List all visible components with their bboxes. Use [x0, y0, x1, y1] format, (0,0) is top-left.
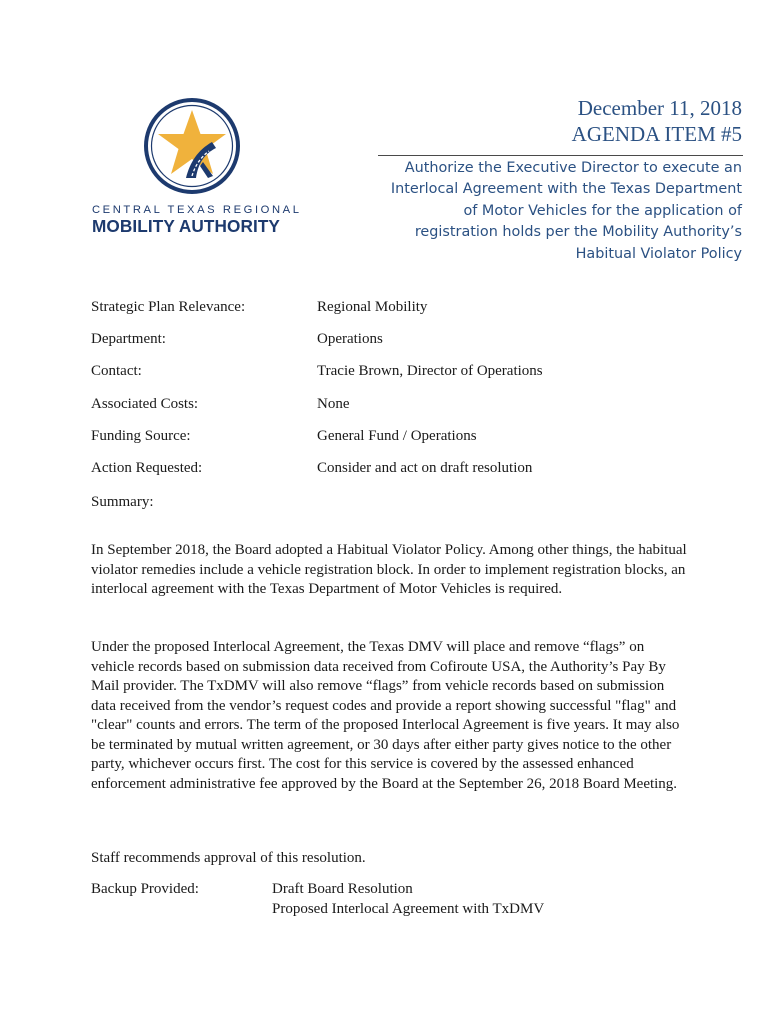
agenda-header	[382, 95, 742, 147]
agenda-subject: Authorize the Executive Director to execute an Interlocal Agreement with the Texas Department of Motor Vehicles for the application of registration holds per the Mobility Authority’s Habitual Violator Policy	[390, 160, 742, 262]
field-contact	[91, 363, 731, 395]
header-divider	[378, 155, 743, 156]
field-value: Operations	[317, 331, 383, 348]
field-label: Associated Costs:	[91, 395, 199, 412]
agenda-item-number: AGENDA ITEM #5	[571, 122, 742, 146]
field-value: Regional Mobility	[317, 299, 428, 315]
star-road-emblem-icon	[142, 96, 242, 196]
summary-paragraph-2: Under the proposed Interlocal Agreement, the Texas DMV will place and remove “flags” on vehicle records based on submission data received from Cofiroute USA, the Authority’s Pay By Mail provider. The TxDMV will also remove “flags” from vehicle records based on submission data received from the vendor’s request codes and provide a report showing successful "flag" and "clear" counts and errors. The term of the proposed Interlocal Agreement is five years. It may also be terminated by mutual written agreement, or 30 days after either party gives notice to the other party, whichever occurs first. The cost for this service is covered by the assessed enhanced enforcement administrative fee approved by the Board at the September 26, 2018 Board Meeting.	[91, 639, 680, 792]
field-value: None	[317, 395, 350, 412]
summary-label: Summary:	[91, 494, 154, 510]
field-label: Action Requested:	[91, 459, 203, 476]
backup-item: Draft Board Resolution	[272, 881, 413, 897]
field-department	[91, 331, 731, 363]
field-strategic-plan	[91, 299, 731, 331]
meeting-date: December 11, 2018	[577, 96, 742, 120]
field-label: Strategic Plan Relevance:	[91, 299, 246, 315]
field-value: Tracie Brown, Director of Operations	[317, 363, 543, 380]
field-label: Funding Source:	[91, 427, 191, 444]
field-value: General Fund / Operations	[317, 427, 477, 444]
field-associated-costs	[91, 396, 731, 428]
field-label: Department:	[91, 331, 166, 348]
logo-text-main: MOBILITY AUTHORITY	[92, 216, 280, 236]
summary-paragraph-1: In September 2018, the Board adopted a Habitual Violator Policy. Among other things, the habitual violator remedies include a vehicle registration block. In order to implement registration blocks, an interlocal agreement with the Texas Department of Motor Vehicles is required.	[91, 542, 687, 597]
field-value: Consider and act on draft resolution	[317, 459, 533, 476]
field-action-requested	[91, 460, 731, 492]
recommendation-paragraph: Staff recommends approval of this resolution.	[91, 850, 366, 866]
field-label: Contact:	[91, 363, 142, 380]
item-details	[91, 299, 731, 492]
backup-item: Proposed Interlocal Agreement with TxDMV	[272, 900, 545, 917]
field-funding-source	[91, 428, 731, 460]
mobility-authority-logo	[92, 96, 302, 242]
backup-label: Backup Provided:	[91, 881, 199, 897]
backup-list	[272, 880, 544, 919]
logo-text-top: CENTRAL TEXAS REGIONAL	[92, 204, 302, 216]
